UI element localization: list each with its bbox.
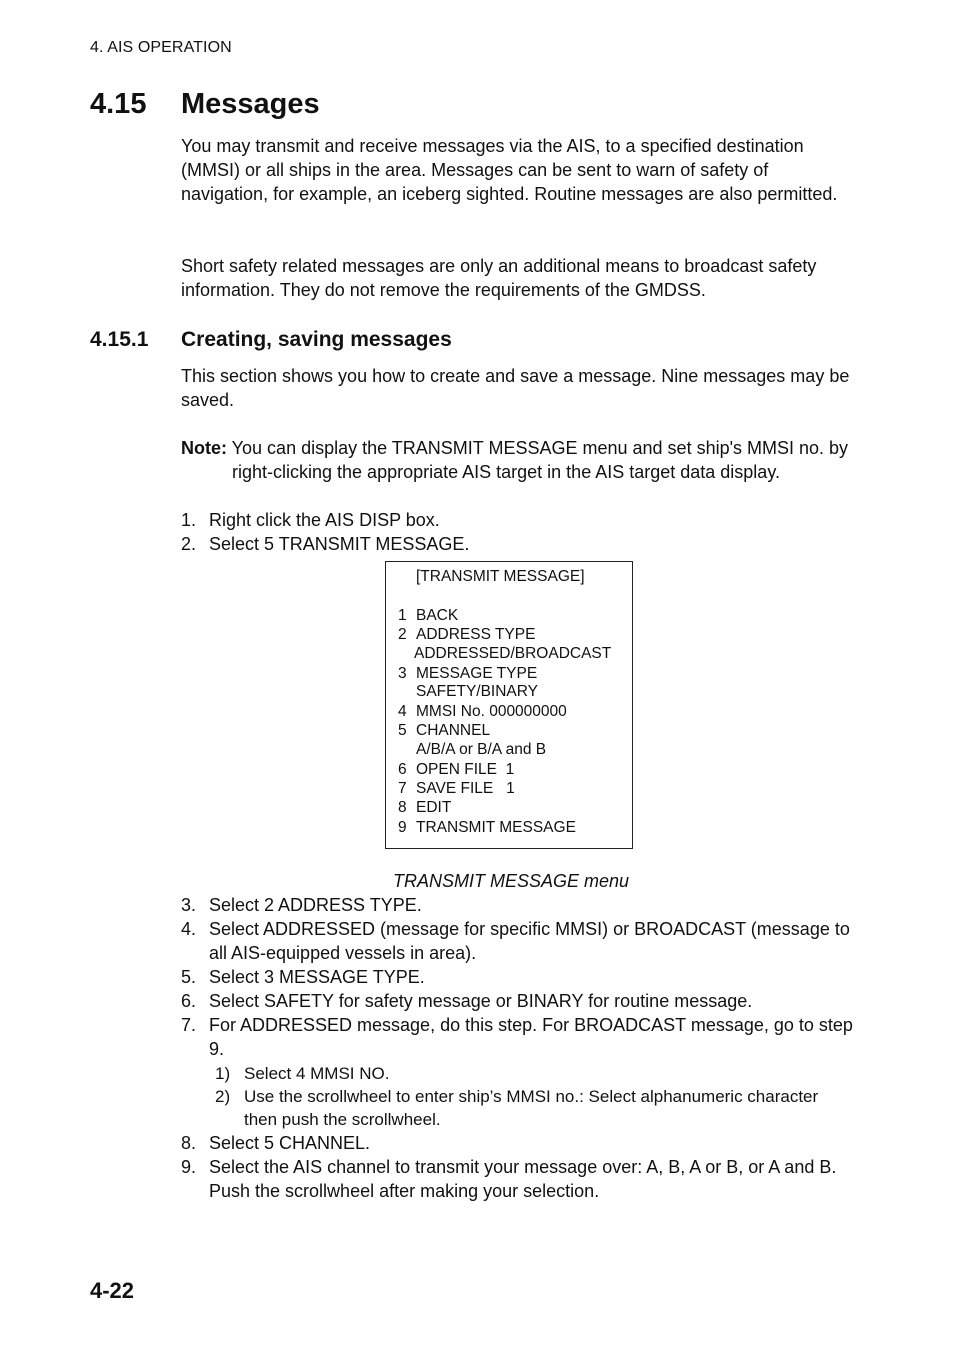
note-label: Note: xyxy=(181,438,227,458)
substep-text: Select 4 MMSI NO. xyxy=(244,1064,390,1083)
substep-number: 1) xyxy=(215,1064,231,1083)
step-text: Select the AIS channel to transmit your message over: A, B, A or B, or A and B. Push the scrollwheel after making your selection. xyxy=(209,1157,837,1201)
step-item xyxy=(181,989,853,1013)
menu-item-address-type-options: ADDRESSED/BROADCAST xyxy=(414,645,612,662)
step-item xyxy=(181,1131,853,1155)
step-number: 9. xyxy=(181,1157,197,1177)
step-item xyxy=(181,1013,853,1061)
running-head: 4. AIS OPERATION xyxy=(90,39,232,56)
section-paragraph-2: Short safety related messages are only an additional means to broadcast safety information. They do not remove the requirements of the GMDSS. xyxy=(181,256,817,300)
step-number: 6. xyxy=(181,991,197,1011)
step-item xyxy=(181,917,853,965)
step-item xyxy=(181,893,853,917)
subsection-paragraph: This section shows you how to create and save a message. Nine messages may be saved. xyxy=(181,366,850,410)
substep-text: Use the scrollwheel to enter ship’s MMSI no.: Select alphanumeric character then push the scrollwheel. xyxy=(244,1087,819,1129)
note-text: You can display the TRANSMIT MESSAGE menu and set ship's MMSI no. by right-clicking the appropriate AIS target in the AIS target data display. xyxy=(227,438,849,482)
step-item xyxy=(181,532,853,556)
step-number: 4. xyxy=(181,919,197,939)
step-text: Right click the AIS DISP box. xyxy=(209,510,440,530)
step-item xyxy=(181,965,853,989)
step-item xyxy=(181,508,853,532)
step-text: Select 5 CHANNEL. xyxy=(209,1133,371,1153)
substep-item xyxy=(215,1062,853,1085)
menu-item-channel-options: A/B/A or B/A and B xyxy=(416,741,547,758)
step-text: Select ADDRESSED (message for specific MMSI) or BROADCAST (message to all AIS-equipped vessels in area). xyxy=(209,919,850,963)
step-number: 7. xyxy=(181,1015,197,1035)
step-number: 3. xyxy=(181,895,197,915)
step-text: For ADDRESSED message, do this step. For BROADCAST message, go to step 9. xyxy=(209,1015,853,1059)
note xyxy=(181,436,853,484)
step-number: 5. xyxy=(181,967,197,987)
menu-caption: TRANSMIT MESSAGE menu xyxy=(392,871,630,891)
page-number: 4-22 xyxy=(90,1278,135,1303)
step-number: 1. xyxy=(181,510,197,530)
substep-number: 2) xyxy=(215,1087,231,1106)
section-paragraph-1: You may transmit and receive messages via the AIS, to a specified destination (MMSI) or all ships in the area. Messages can be sent to warn of safety of navigation, for example, an iceberg sighted. Routine messages are also permitted. xyxy=(181,136,838,204)
step-item xyxy=(181,1155,853,1203)
menu-title: [TRANSMIT MESSAGE] xyxy=(416,568,585,585)
step-text: Select SAFETY for safety message or BINARY for routine message. xyxy=(209,991,753,1011)
subsection-title: Creating, saving messages xyxy=(181,328,452,351)
substep-item xyxy=(215,1085,853,1131)
step-text: Select 2 ADDRESS TYPE. xyxy=(209,895,422,915)
step-text: Select 5 TRANSMIT MESSAGE. xyxy=(209,534,470,554)
step-number: 2. xyxy=(181,534,197,554)
section-number: 4.15 xyxy=(90,88,147,120)
menu-item-message-type-options: SAFETY/BINARY xyxy=(416,683,539,700)
section-title: Messages xyxy=(181,88,320,120)
step-number: 8. xyxy=(181,1133,197,1153)
step-text: Select 3 MESSAGE TYPE. xyxy=(209,967,425,987)
subsection-number: 4.15.1 xyxy=(90,328,149,351)
